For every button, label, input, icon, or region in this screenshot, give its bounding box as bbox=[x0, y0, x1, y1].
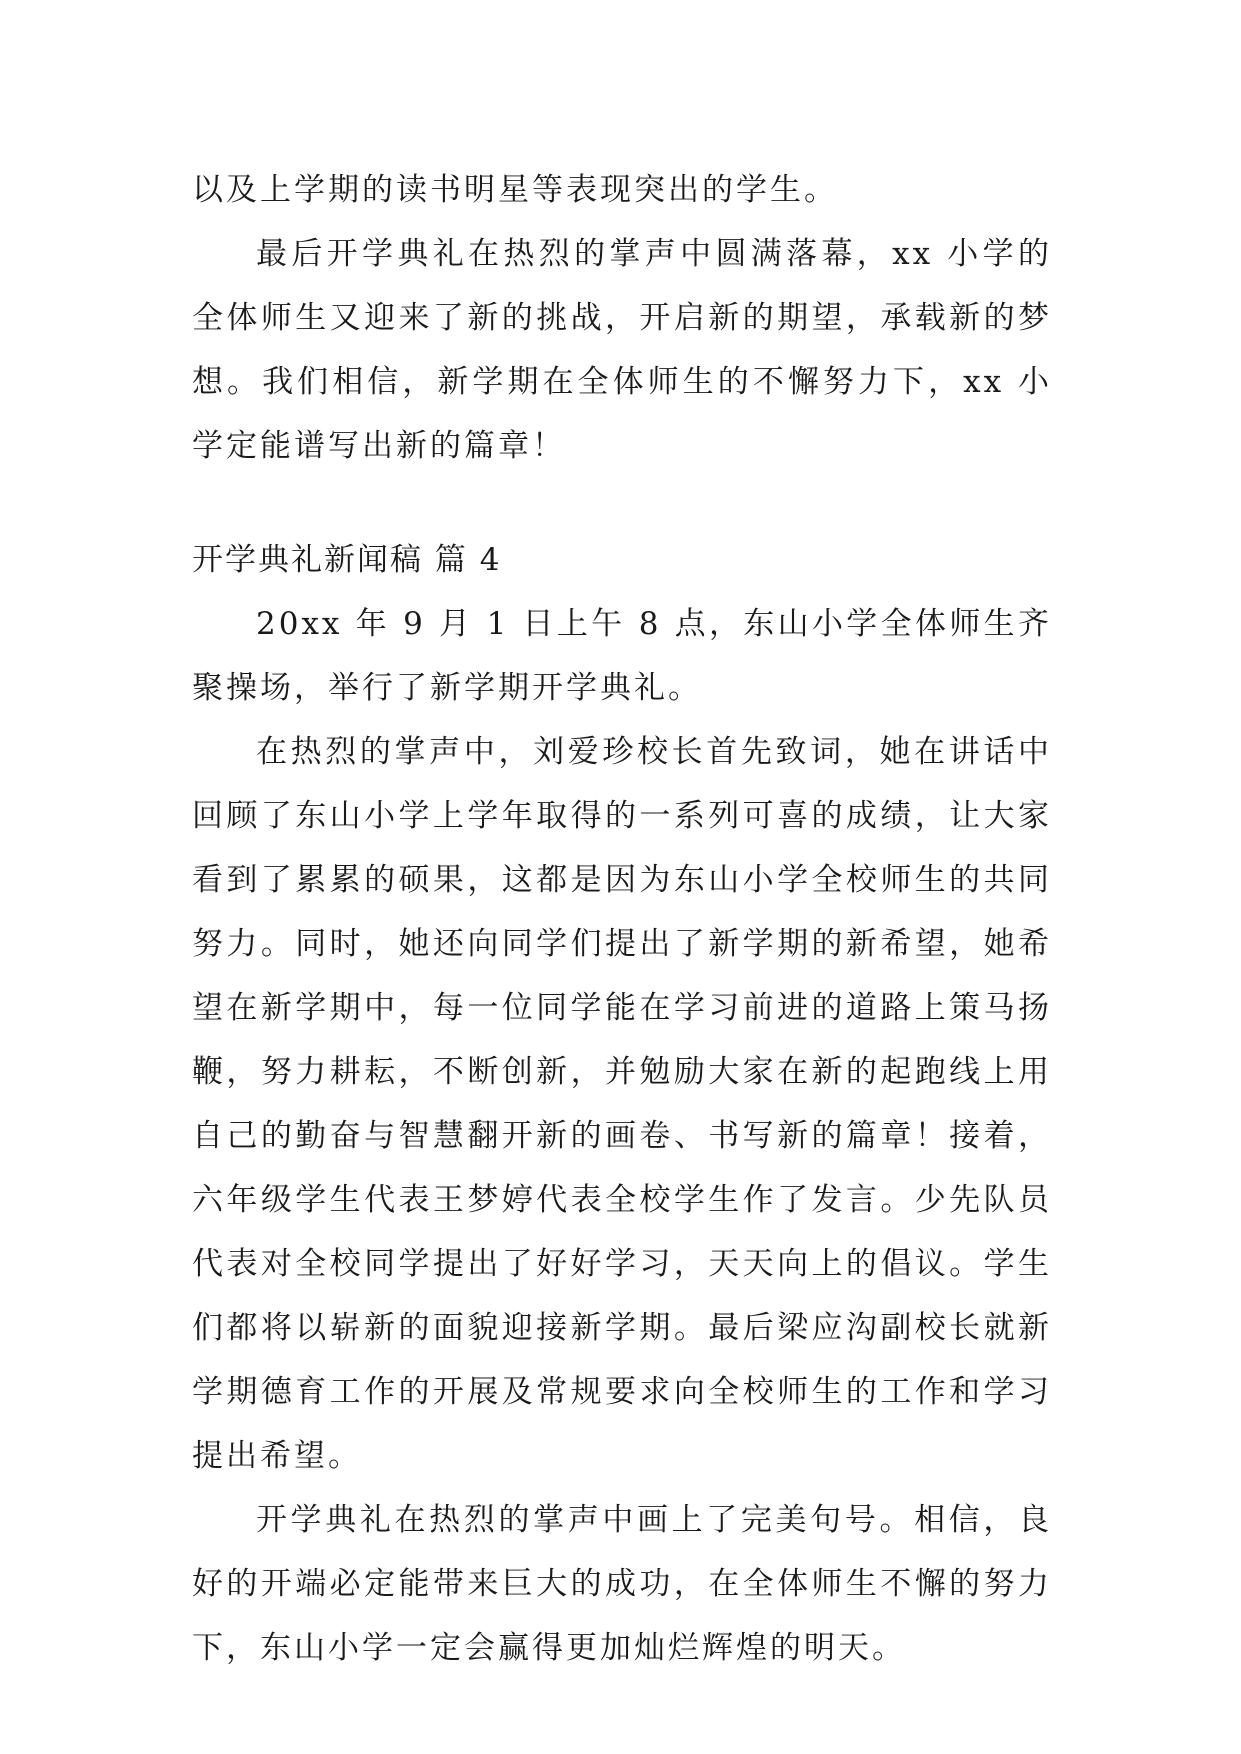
section4-paragraph-1: 20xx 年 9 月 1 日上午 8 点，东山小学全体师生齐聚操场，举行了新学期开学典礼。 bbox=[192, 606, 1052, 706]
section-title: 开学典礼新闻稿 篇 4 bbox=[192, 542, 502, 578]
document-body bbox=[192, 158, 1052, 1680]
section3-closing-paragraph: 最后开学典礼在热烈的掌声中圆满落幕，xx 小学的全体师生又迎来了新的挑战，开启新的期望，承载新的梦想。我们相信，新学期在全体师生的不懈努力下，xx 小学定能谱写出新的篇章！ bbox=[192, 236, 1052, 464]
section4-paragraph-3: 开学典礼在热烈的掌声中画上了完美句号。相信，良好的开端必定能带来巨大的成功，在全体师生不懈的努力下，东山小学一定会赢得更加灿烂辉煌的明天。 bbox=[192, 1502, 1052, 1666]
section4-paragraph-2: 在热烈的掌声中，刘爱珍校长首先致词，她在讲话中回顾了东山小学上学年取得的一系列可喜的成绩，让大家看到了累累的硕果，这都是因为东山小学全校师生的共同努力。同时，她还向同学们提出了新学期的新希望，她希望在新学期中，每一位同学能在学习前进的道路上策马扬鞭，努力耕耘，不断创新，并勉励大家在新的起跑线上用自己的勤奋与智慧翻开新的画卷、书写新的篇章！接着，六年级学生代表王梦婷代表全校学生作了发言。少先队员代表对全校同学提出了好好学习，天天向上的倡议。学生们都将以崭新的面貌迎接新学期。最后梁应沟副校长就新学期德育工作的开展及常规要求向全校师生的工作和学习提出希望。 bbox=[192, 734, 1052, 1474]
continuation-paragraph: 以及上学期的读书明星等表现突出的学生。 bbox=[192, 172, 838, 208]
